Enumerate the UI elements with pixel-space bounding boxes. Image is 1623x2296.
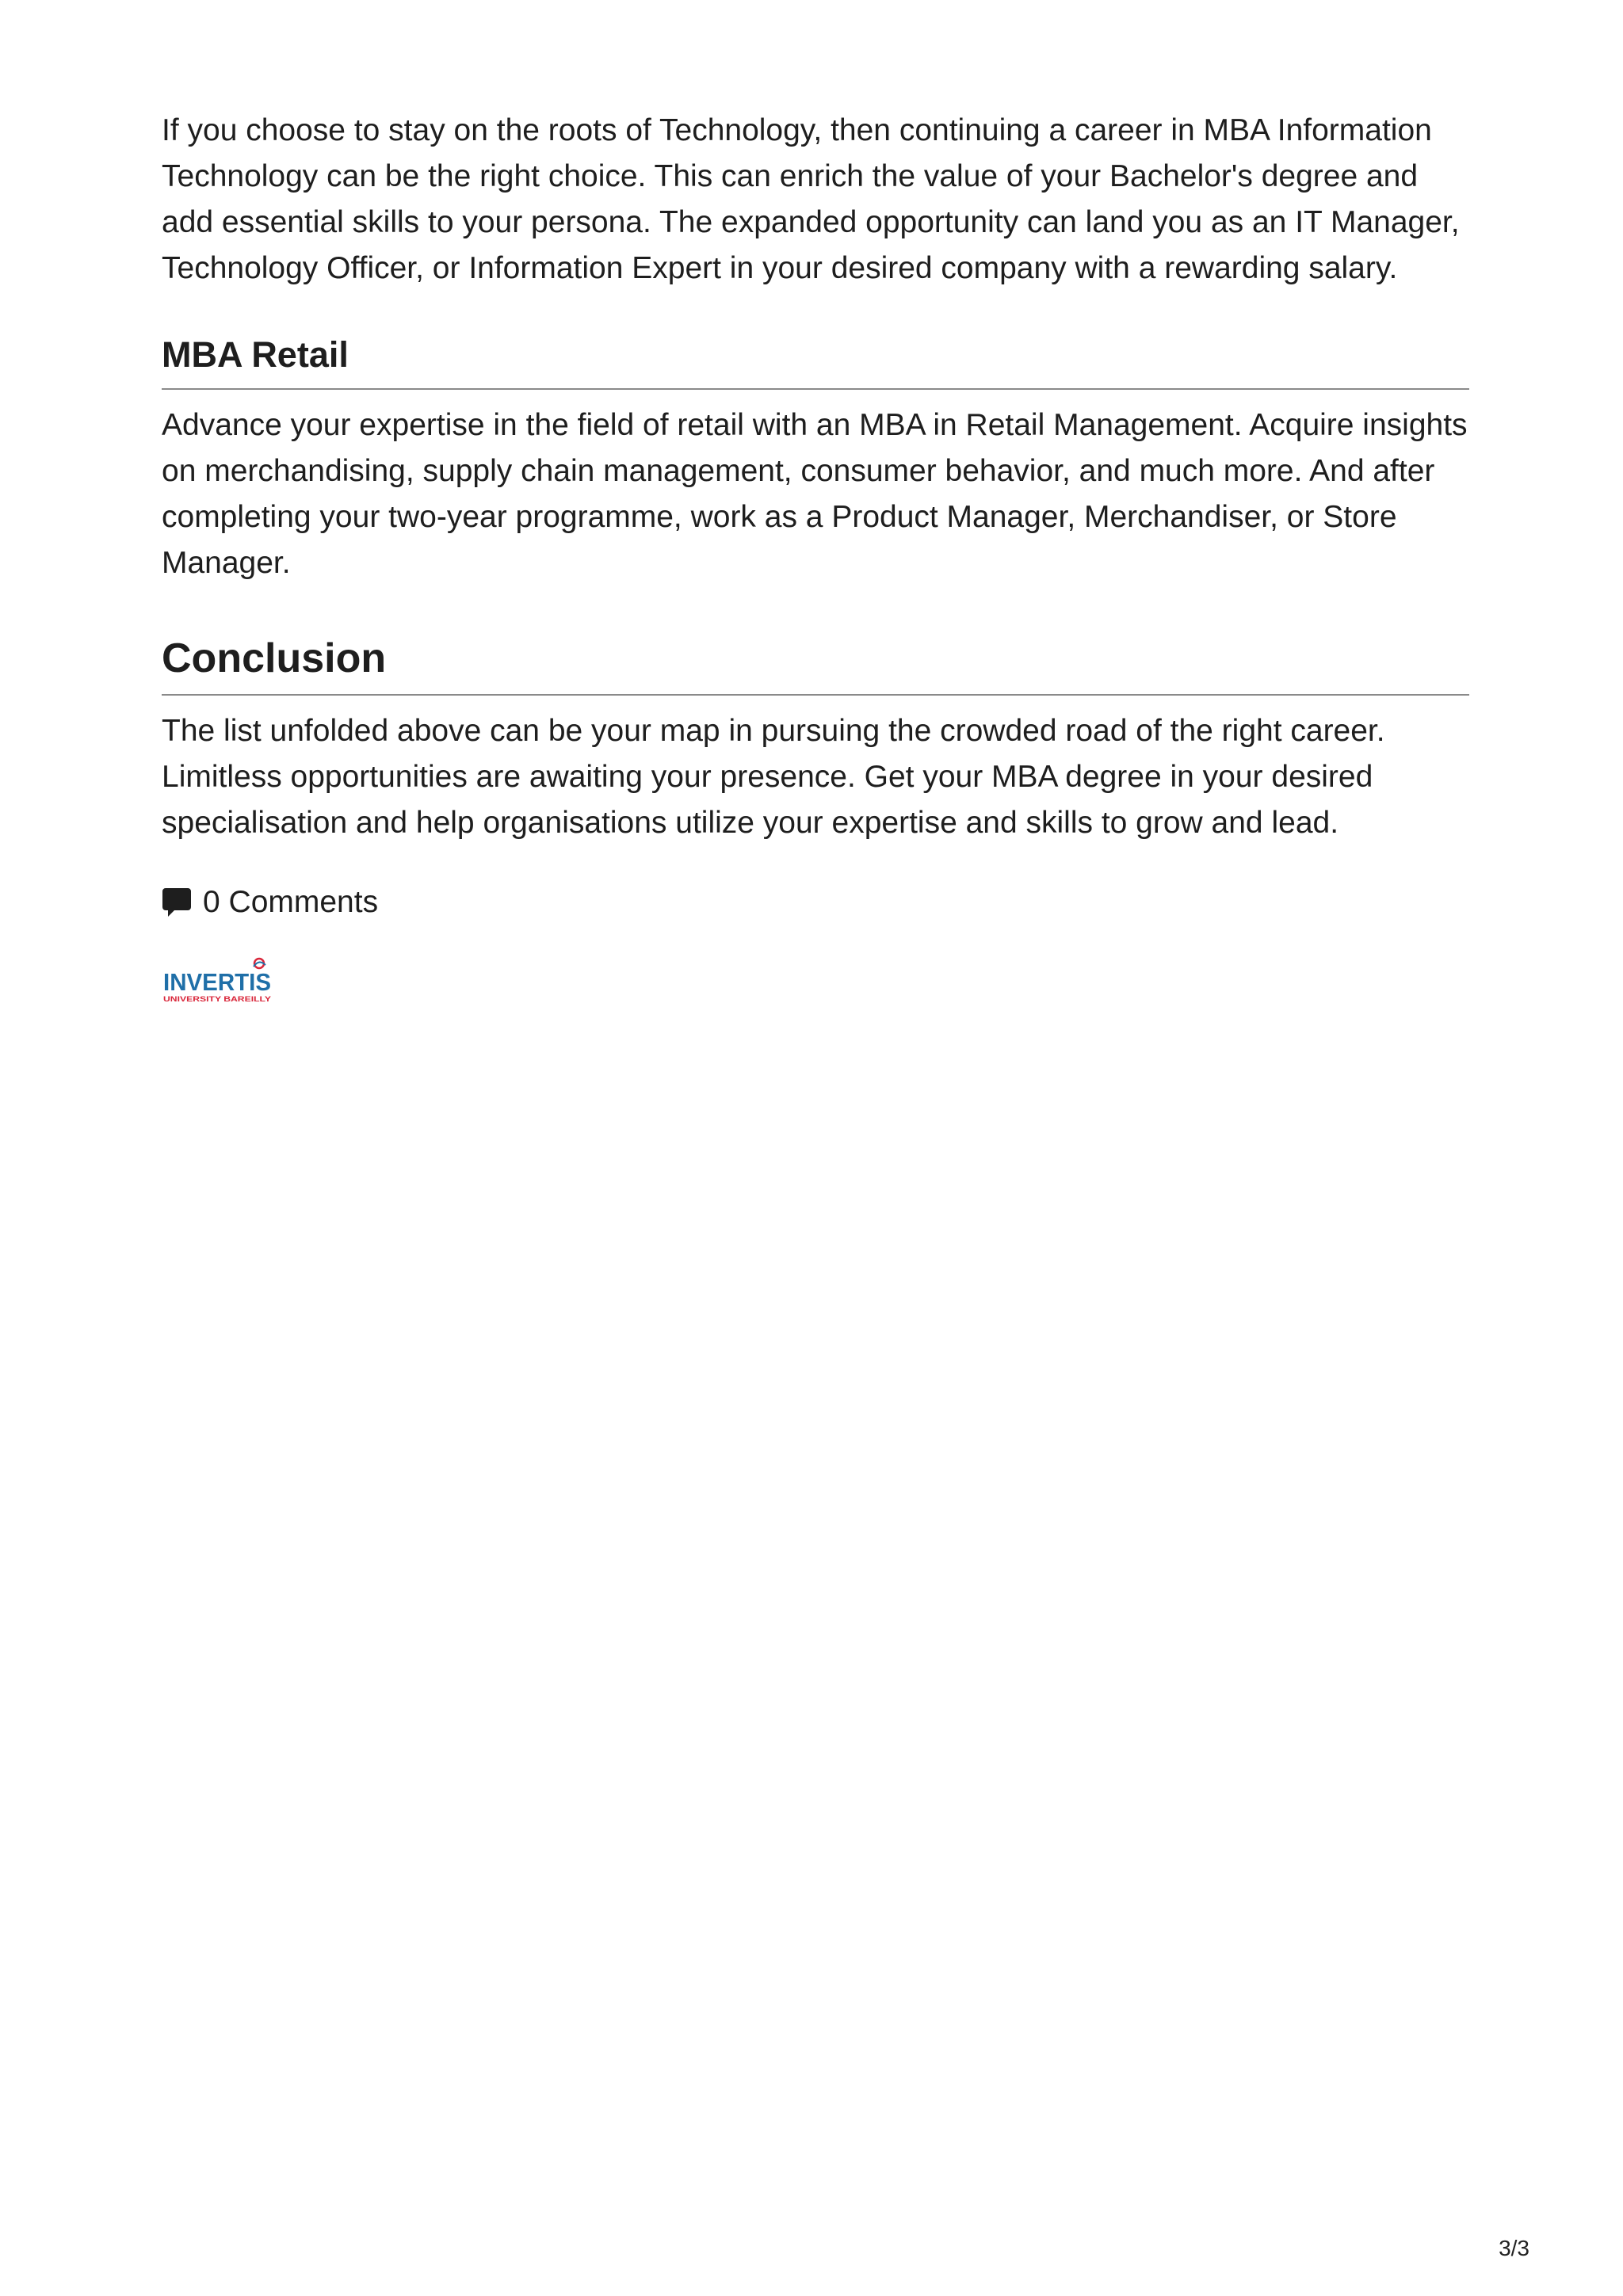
- logo-swoosh: [254, 959, 265, 968]
- article-content: [162, 108, 1469, 1013]
- section-paragraph-mba-retail: Advance your expertise in the field of retail with an MBA in Retail Management. Acquire insights on merchandising, supply chain management, consumer behavior, and much more. And after completing your two-year programme, work as a Product Manager, Merchandiser, or Store Manager.: [162, 408, 1468, 580]
- section-conclusion: [162, 632, 1469, 846]
- comment-icon: [162, 887, 192, 918]
- comments-link[interactable]: [162, 883, 1469, 922]
- intro-paragraph: If you choose to stay on the roots of Technology, then continuing a career in MBA Information Technology can be the right choice. This can enrich the value of your Bachelor's degree and add essential skills to your persona. The expanded opportunity can land you as an IT Manager, Technology Officer, or Information Expert in your desired company with a rewarding salary.: [162, 113, 1460, 285]
- section-mba-retail: [162, 331, 1469, 586]
- section-heading-conclusion: Conclusion: [162, 632, 1469, 696]
- logo-subtext: UNIVERSITY BAREILLY: [163, 995, 271, 1003]
- section-paragraph-conclusion: The list unfolded above can be your map in pursuing the crowded road of the right career. Limitless opportunities are awaiting your presence. Get your MBA degree in your desired specialisation and help organisations utilize your expertise and skills to grow and lead.: [162, 714, 1385, 840]
- page-number: 3/3: [1499, 2236, 1529, 2260]
- logo-wordmark: INVERTIS: [163, 968, 271, 996]
- invertis-logo: [162, 957, 273, 1013]
- section-heading-mba-retail: MBA Retail: [162, 331, 1469, 390]
- comments-count-label: 0 Comments: [203, 885, 379, 919]
